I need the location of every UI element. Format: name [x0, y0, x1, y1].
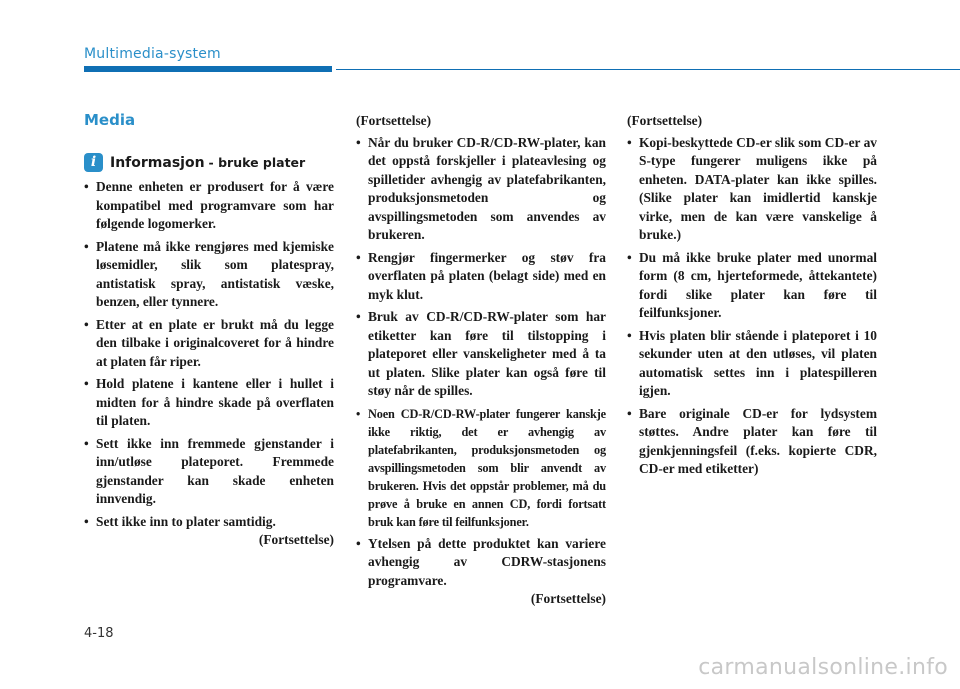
list-item: • Denne enheten er produsert for å være kompatibel med programvare som har følgende logomerker. [84, 178, 334, 234]
list-item: • Du må ikke bruke plater med unormal form (8 cm, hjerteformede, åttekantete) fordi slike plater kan føre til feilfunksjoner. [627, 249, 877, 323]
list-item: • Ytelsen på dette produktet kan variere avhengig av CDRW-stasjonens programvare. [356, 535, 606, 591]
info-subtitle: - bruke plater [208, 154, 306, 170]
list-item: • Hold platene i kantene eller i hullet i midten for å hindre skade på overflaten til platen. [84, 375, 334, 431]
bullet-list [356, 134, 606, 591]
chapter-bar [84, 66, 332, 72]
bullet-list [84, 178, 334, 531]
watermark: carmanualsonline.info [698, 655, 948, 680]
list-item: • Platene må ikke rengjøres med kjemiske løsemidler, slik som platespray, antistatisk spray, antistatisk væske, benzen, eller tynnere. [84, 238, 334, 312]
continued-label: (Fortsettelse) [258, 532, 334, 547]
bullet-list [627, 134, 877, 479]
continued-top-label: (Fortsettelse) [627, 113, 703, 128]
info-icon: i [84, 153, 103, 172]
list-item: • Noen CD-R/CD-RW-plater fungerer kanskje ikke riktig, det er avhengig av platefabrikanten, produksjonsmetoden og avspillingsmetoden som blir anvendt av brukeren. Hvis det oppstår problemer, må du prøve å bruke en annen CD, fordi fortsatt bruk kan føre til feilfunksjoner. [356, 405, 606, 531]
list-item: • Hvis platen blir stående i plateporet i 10 sekunder uten at den utløses, vil platen automatisk settes inn i platespilleren igjen. [627, 327, 877, 401]
column-3 [627, 112, 877, 483]
list-item: • Bare originale CD-er for lydsystem støttes. Andre plater kan føre til gjenkjenningsfeil (f.eks. kopierte CDR, CD-er med etiketter) [627, 405, 877, 479]
page-number: 4-18 [84, 626, 114, 641]
list-item: • Rengjør fingermerker og støv fra overflaten på platen (belagt side) med en myk klut. [356, 249, 606, 305]
info-heading [84, 150, 334, 172]
header-rule [336, 69, 960, 70]
section-title: Media [84, 111, 136, 129]
info-title: Informasjon [110, 154, 205, 171]
list-item: • Kopi-beskyttede CD-er slik som CD-er av S-type fungerer muligens ikke på enheten. DATA-plater kan ikke spilles. (Slike plater kan imidlertid kanskje virke, men de kan være vanskelige å bruke.) [627, 134, 877, 245]
list-item: • Sett ikke inn fremmede gjenstander i inn/utløse plateporet. Fremmede gjenstander kan skade enheten innvendig. [84, 435, 334, 509]
column-1 [84, 110, 334, 550]
chapter-title: Multimedia-system [84, 46, 221, 62]
list-item: • Bruk av CD-R/CD-RW-plater som har etiketter kan føre til tilstopping i plateporet eller vanskeligheter med å ta ut platen. Slike plater kan også føre til støy når de spilles. [356, 308, 606, 401]
list-item: • Sett ikke inn to plater samtidig. [84, 513, 334, 532]
list-item: • Etter at en plate er brukt må du legge den tilbake i originalcoveret for å hindre at platen får riper. [84, 316, 334, 372]
column-2 [356, 112, 606, 609]
list-item: • Når du bruker CD-R/CD-RW-plater, kan det oppstå forskjeller i plateavlesing og spilletider avhengig av platefabrikanten, produksjonsmetoden og avspillingsmetoden som anvendes av brukeren. [356, 134, 606, 245]
continued-top-label: (Fortsettelse) [356, 113, 432, 128]
continued-label: (Fortsettelse) [530, 591, 606, 606]
